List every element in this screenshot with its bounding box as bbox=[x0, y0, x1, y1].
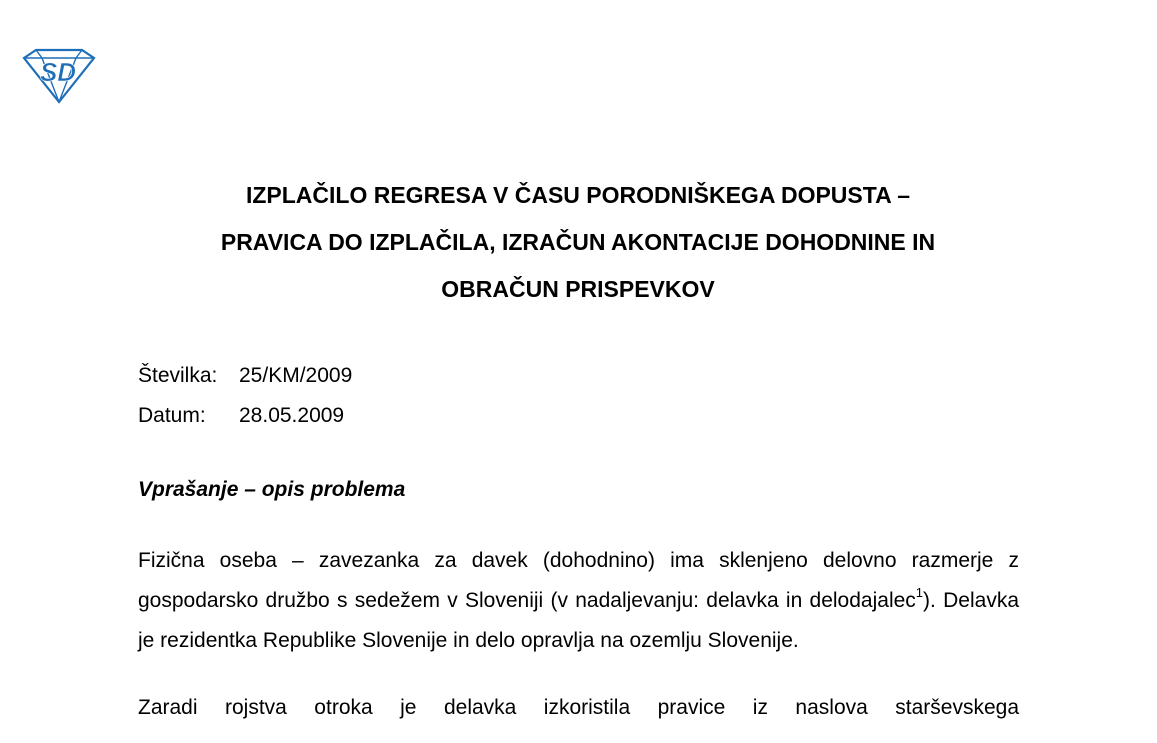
date-label: Datum: bbox=[138, 404, 206, 427]
title-line-2: PRAVICA DO IZPLAČILA, IZRAČUN AKONTACIJE DOHODNINE IN bbox=[220, 229, 936, 255]
number-label: Številka: bbox=[138, 364, 218, 387]
document-meta bbox=[138, 356, 352, 436]
paragraph-1-text-a: Fizična oseba – zavezanka za davek (dohodnino) ima sklenjeno delovno razmerje z gospodarsko družbo s sedežem v Sloveniji (v nadaljevanju: delavka in delodajalec bbox=[138, 549, 1019, 612]
sd-logo bbox=[22, 48, 96, 104]
paragraph-1-text-b: ). Delavka je rezidentka Republike Slovenije in delo opravlja na ozemlju Slovenije. bbox=[138, 589, 1019, 652]
number-row bbox=[138, 356, 352, 396]
title-line-3: OBRAČUN PRISPEVKOV bbox=[441, 276, 715, 302]
date-row bbox=[138, 396, 352, 436]
footnote-marker[interactable]: 1 bbox=[915, 585, 924, 600]
paragraph-1 bbox=[138, 541, 1019, 661]
title-line-1: IZPLAČILO REGRESA V ČASU PORODNIŠKEGA DOPUSTA – bbox=[245, 182, 911, 208]
paragraph-2: Zaradi rojstva otroka je delavka izkoristila pravice iz naslova starševskega bbox=[138, 696, 1019, 719]
section-heading: Vprašanje – opis problema bbox=[138, 478, 406, 501]
date-value: 28.05.2009 bbox=[239, 404, 345, 427]
number-value: 25/KM/2009 bbox=[239, 364, 353, 387]
logo-lettering: SD bbox=[39, 57, 77, 87]
document-title bbox=[138, 172, 1018, 313]
